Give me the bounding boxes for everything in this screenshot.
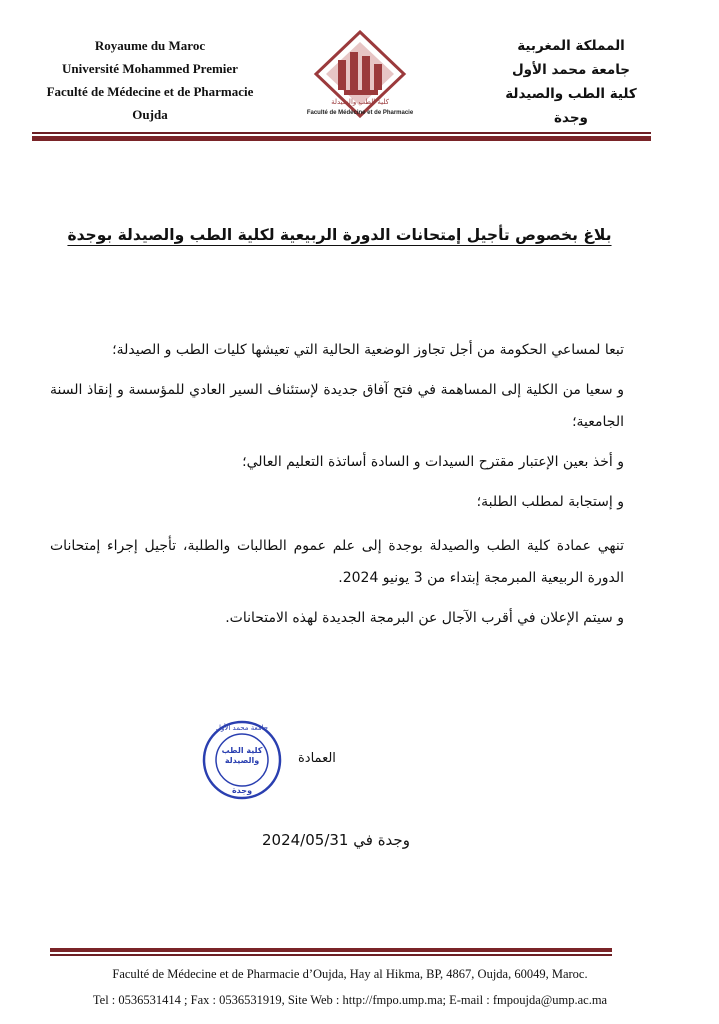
- official-seal: [200, 718, 284, 802]
- header-fr-line-university: Université Mohammed Premier: [62, 61, 238, 76]
- date-prefix: وجدة في: [353, 831, 410, 849]
- date-line: [262, 831, 410, 849]
- header-ar-line-university: جامعة محمد الأول: [511, 62, 631, 78]
- paragraph-faculty-contribution: و سعيا من الكلية إلى المساهمة في فتح آفاق جديدة لإستئناف السير العادي للمؤسسة و إنقاذ السنة الجامعية؛: [50, 382, 624, 430]
- header-ar-line-city: وجدة: [554, 110, 588, 126]
- date-value: 2024/05/31: [262, 831, 349, 849]
- seal-center-text: كلية الطب والصيدلة: [221, 746, 263, 765]
- paragraph-postponement-announcement: تنهي عمادة كلية الطب والصيدلة بوجدة إلى علم عموم الطالبات والطلبة، تأجيل إجراء إمتحانات الدورة الربيعية المبرمجة إبتداء من 3 يونيو 2024.: [50, 538, 624, 586]
- footer-contact: Tel : 0536531414 ; Fax : 0536531919, Site Web : http://fmpo.ump.ma; E-mail : fmpoujda@ump.ac.ma: [92, 993, 608, 1007]
- header-fr-line-faculty: Faculté de Médecine et de Pharmacie: [46, 84, 254, 99]
- document-body: [50, 334, 624, 634]
- paragraph-professors-proposal: و أخذ بعين الإعتبار مقترح السيدات و السادة أساتذة التعليم العالي؛: [242, 454, 624, 470]
- paragraph-government-efforts: تبعا لمساعي الحكومة من أجل تجاوز الوضعية الحالية التي تعيشها كليات الطب و الصيدلة؛: [112, 342, 624, 358]
- header-fr-line-kingdom: Royaume du Maroc: [94, 38, 206, 53]
- document-title: بلاغ بخصوص تأجيل إمتحانات الدورة الربيعية لكلية الطب والصيدلة بوجدة: [67, 226, 612, 244]
- header-ar-line-faculty: كلية الطب والصيدلة: [505, 86, 637, 102]
- seal-bottom-text: وجدة: [231, 786, 253, 795]
- footer-address: Faculté de Médecine et de Pharmacie d’Oujda, Hay al Hikma, BP, 4867, Oujda, 60049, Maroc.: [112, 967, 588, 981]
- signature-deanship: العمادة: [298, 751, 336, 766]
- header-arabic: [471, 34, 671, 130]
- seal-ring-text: جامعة محمد الأول: [215, 724, 269, 732]
- faculty-logo: [300, 30, 420, 130]
- footer-divider-thin: [50, 954, 612, 956]
- logo-arabic-text: كلية الطب والصيدلة: [331, 98, 389, 106]
- footer-divider-thick: [50, 948, 612, 952]
- header-divider-thin: [32, 132, 651, 134]
- header-divider-thick: [32, 136, 651, 141]
- paragraph-students-request: و إستجابة لمطلب الطلبة؛: [476, 494, 624, 510]
- logo-french-text: Faculté de Médecine et de Pharmacie: [306, 110, 414, 116]
- header-french: [30, 34, 270, 126]
- header-fr-line-city: Oujda: [132, 107, 168, 122]
- paragraph-new-schedule-notice: و سيتم الإعلان في أقرب الآجال عن البرمجة الجديدة لهذه الامتحانات.: [225, 610, 624, 626]
- header-ar-line-kingdom: المملكة المغربية: [517, 38, 625, 54]
